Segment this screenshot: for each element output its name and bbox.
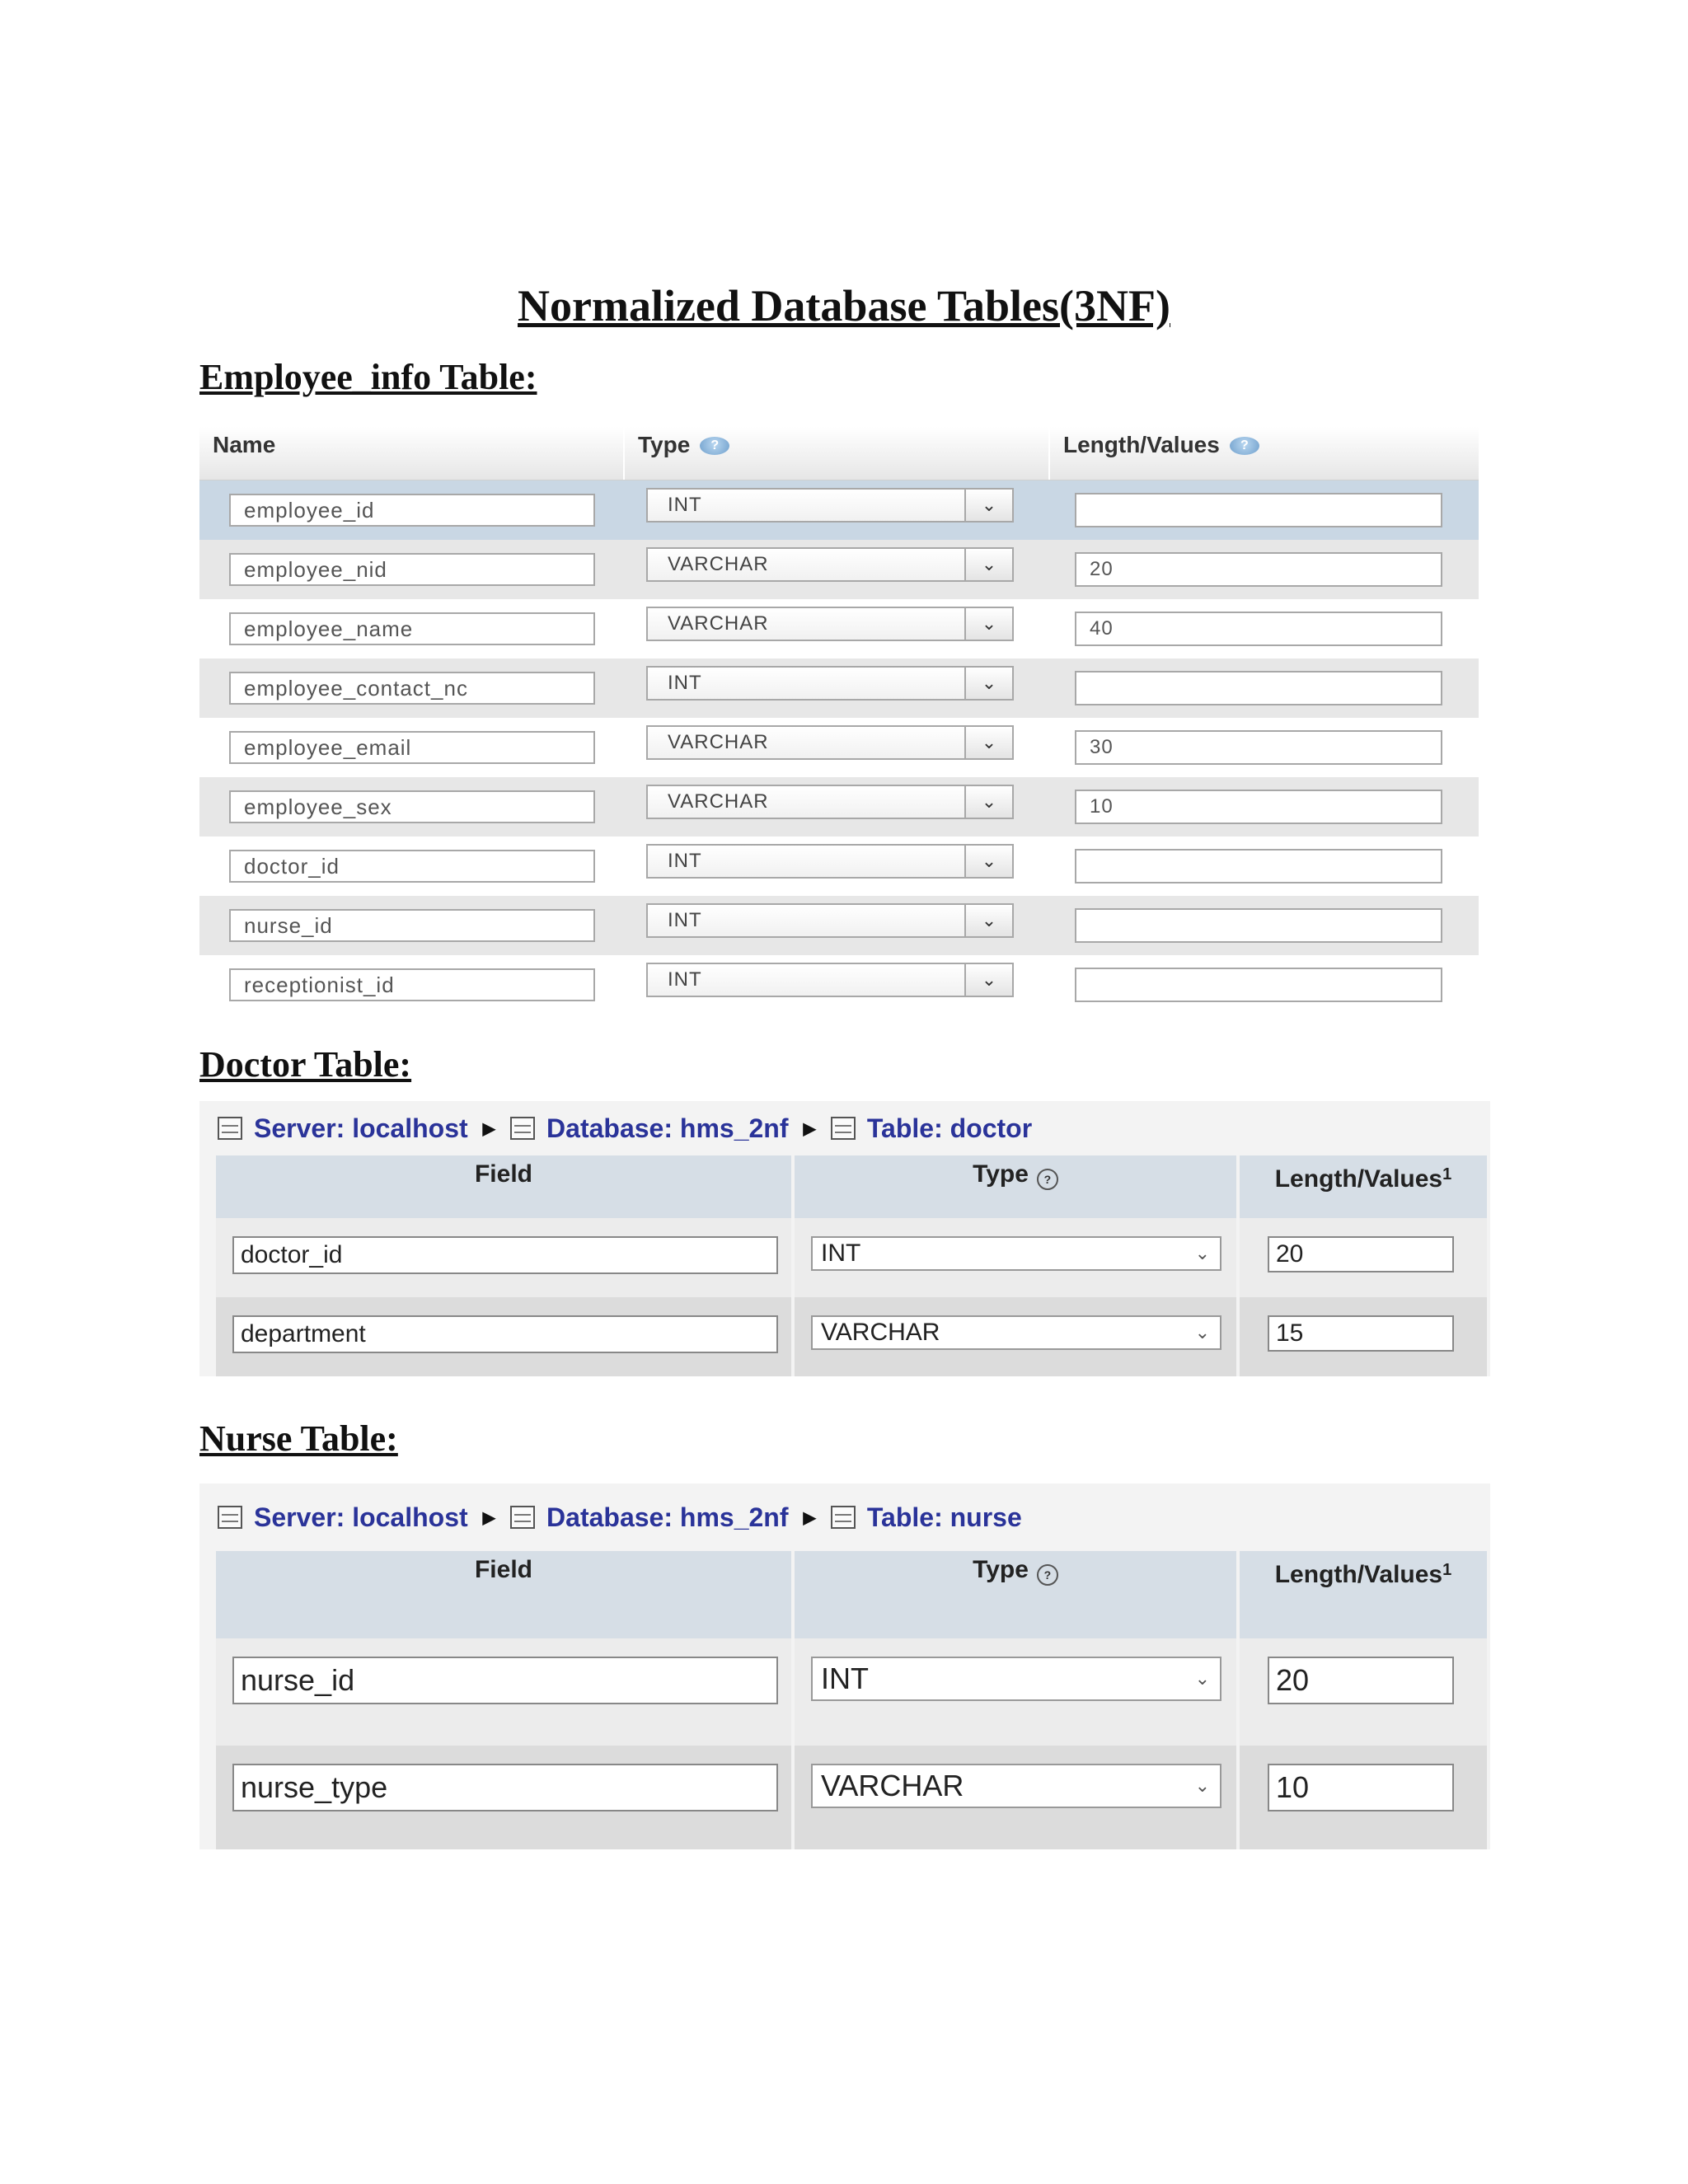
type-select-value: INT — [668, 850, 702, 872]
type-cell — [625, 612, 1050, 641]
type-select-value: VARCHAR — [668, 790, 769, 813]
doctor-table-header — [216, 1155, 1490, 1218]
breadcrumb-server[interactable]: Server: localhost — [254, 1113, 468, 1143]
field-cell — [216, 1297, 795, 1376]
chevron-down-icon: ⌄ — [1194, 1243, 1210, 1263]
type-select-value: VARCHAR — [668, 731, 769, 753]
breadcrumb-arrow-icon: ▶ — [482, 1508, 496, 1527]
type-cell — [625, 968, 1050, 997]
field-column-header — [216, 1551, 795, 1638]
length-column-header — [1050, 427, 1479, 480]
chevron-down-icon[interactable]: ⌄ — [964, 905, 1012, 936]
length-cell — [1240, 1746, 1490, 1849]
table-row — [199, 480, 1479, 540]
type-select[interactable] — [646, 666, 1014, 701]
chevron-down-icon[interactable]: ⌄ — [964, 846, 1012, 877]
length-cell — [1050, 790, 1479, 824]
chevron-down-icon: ⌄ — [1194, 1668, 1210, 1689]
table-row — [216, 1746, 1490, 1849]
field-header-label: Field — [474, 1160, 532, 1188]
field-name-input[interactable]: department — [232, 1315, 778, 1353]
help-icon[interactable]: ? — [700, 437, 729, 455]
type-select[interactable] — [646, 725, 1014, 760]
doctor-table — [199, 1101, 1490, 1376]
length-cell — [1240, 1218, 1490, 1297]
name-header-label: Name — [213, 432, 276, 457]
type-cell — [625, 909, 1050, 938]
footnote-marker: 1 — [1442, 1165, 1452, 1183]
column-name-input[interactable]: employee_name — [229, 612, 595, 645]
type-cell — [795, 1218, 1240, 1297]
breadcrumb-database[interactable]: Database: hms_2nf — [546, 1113, 789, 1143]
type-select-value: INT — [668, 968, 702, 991]
employee-table — [199, 427, 1479, 1015]
employee-section-heading: Employee_info Table: — [199, 357, 537, 397]
field-name-input[interactable]: nurse_id — [232, 1657, 778, 1704]
type-cell — [625, 790, 1050, 819]
name-cell — [199, 672, 625, 705]
length-input[interactable]: 15 — [1268, 1315, 1454, 1352]
length-cell — [1050, 849, 1479, 883]
field-cell — [216, 1638, 795, 1746]
name-cell — [199, 909, 625, 942]
table-row — [199, 955, 1479, 1015]
table-icon — [831, 1117, 856, 1140]
length-cell — [1050, 493, 1479, 527]
breadcrumb-table[interactable]: Table: nurse — [866, 1502, 1022, 1532]
column-name-input[interactable]: doctor_id — [229, 850, 595, 883]
length-header-label: Length/Values — [1063, 432, 1220, 457]
type-column-header — [795, 1551, 1240, 1638]
column-name-input[interactable]: employee_contact_nc — [229, 672, 595, 705]
column-name-input[interactable]: employee_id — [229, 494, 595, 527]
type-header-label: Type — [638, 432, 691, 457]
type-cell — [625, 731, 1050, 760]
length-cell — [1240, 1297, 1490, 1376]
length-input[interactable] — [1075, 968, 1442, 1002]
type-select-value: INT — [668, 909, 702, 931]
database-icon — [510, 1506, 535, 1529]
chevron-down-icon[interactable]: ⌄ — [964, 490, 1012, 521]
type-cell — [625, 850, 1050, 879]
name-cell — [199, 494, 625, 527]
type-select-value: VARCHAR — [668, 612, 769, 635]
type-cell — [795, 1638, 1240, 1746]
type-select[interactable] — [646, 607, 1014, 641]
breadcrumb-server[interactable]: Server: localhost — [254, 1502, 468, 1532]
column-name-input[interactable]: employee_nid — [229, 553, 595, 586]
length-input[interactable]: 40 — [1075, 612, 1442, 646]
doctor-section-heading: Doctor Table: — [199, 1044, 412, 1085]
type-select-value: INT — [821, 1661, 869, 1695]
page-title: Normalized Database Tables(3NF) — [518, 281, 1170, 330]
nurse-table — [199, 1483, 1490, 1849]
table-row — [199, 718, 1479, 777]
length-cell — [1240, 1638, 1490, 1746]
length-cell — [1050, 908, 1479, 943]
table-row — [199, 658, 1479, 718]
length-input[interactable]: 10 — [1268, 1764, 1454, 1811]
breadcrumb — [199, 1483, 1490, 1551]
type-select[interactable] — [811, 1657, 1221, 1701]
footnote-marker: 1 — [1442, 1561, 1452, 1579]
nurse-section-heading: Nurse Table: — [199, 1418, 398, 1459]
type-select-value: VARCHAR — [821, 1769, 964, 1802]
type-column-header — [795, 1155, 1240, 1218]
table-row — [216, 1218, 1490, 1297]
type-column-header — [625, 427, 1050, 480]
employee-table-header — [199, 427, 1479, 480]
type-header-label: Type — [973, 1556, 1029, 1583]
length-input[interactable]: 20 — [1268, 1657, 1454, 1704]
length-input[interactable]: 20 — [1268, 1236, 1454, 1272]
length-cell — [1050, 552, 1479, 587]
type-select[interactable] — [646, 844, 1014, 879]
length-header-label: Length/Values — [1274, 1561, 1443, 1588]
field-name-input[interactable]: doctor_id — [232, 1236, 778, 1274]
field-header-label: Field — [474, 1556, 532, 1583]
type-select-value: INT — [668, 494, 702, 516]
type-cell — [625, 672, 1050, 701]
nurse-table-body — [199, 1638, 1490, 1849]
breadcrumb-table[interactable]: Table: doctor — [866, 1113, 1033, 1143]
type-select[interactable] — [646, 785, 1014, 819]
length-cell — [1050, 671, 1479, 705]
breadcrumb-database[interactable]: Database: hms_2nf — [546, 1502, 789, 1532]
table-row — [199, 540, 1479, 599]
help-icon[interactable]: ? — [1230, 437, 1259, 455]
name-cell — [199, 553, 625, 586]
chevron-down-icon: ⌄ — [1194, 1322, 1210, 1343]
server-icon — [218, 1117, 242, 1140]
type-cell — [625, 494, 1050, 523]
chevron-down-icon[interactable]: ⌄ — [964, 786, 1012, 818]
chevron-down-icon[interactable]: ⌄ — [964, 668, 1012, 699]
column-name-input[interactable]: receptionist_id — [229, 968, 595, 1001]
name-cell — [199, 731, 625, 764]
type-header-label: Type — [973, 1160, 1029, 1188]
column-name-input[interactable]: employee_email — [229, 731, 595, 764]
server-icon — [218, 1506, 242, 1529]
name-cell — [199, 790, 625, 823]
name-cell — [199, 612, 625, 645]
length-input[interactable]: 10 — [1075, 790, 1442, 824]
name-cell — [199, 968, 625, 1001]
table-row — [199, 896, 1479, 955]
length-cell — [1050, 612, 1479, 646]
type-select-value: INT — [668, 672, 702, 694]
type-select[interactable] — [811, 1315, 1221, 1350]
name-cell — [199, 850, 625, 883]
table-row — [216, 1297, 1490, 1376]
type-select[interactable] — [646, 963, 1014, 997]
breadcrumb-arrow-icon: ▶ — [803, 1119, 816, 1138]
type-select[interactable] — [811, 1236, 1221, 1271]
type-select[interactable] — [646, 903, 1014, 938]
name-column-header — [199, 427, 625, 480]
help-icon[interactable]: ? — [1037, 1564, 1058, 1586]
length-input[interactable]: 20 — [1075, 552, 1442, 587]
help-icon[interactable]: ? — [1037, 1169, 1058, 1190]
length-column-header — [1240, 1155, 1490, 1218]
type-select[interactable] — [811, 1764, 1221, 1808]
field-cell — [216, 1218, 795, 1297]
type-select-value: INT — [821, 1240, 861, 1267]
column-name-input[interactable]: nurse_id — [229, 909, 595, 942]
length-cell — [1050, 968, 1479, 1002]
chevron-down-icon[interactable]: ⌄ — [964, 964, 1012, 996]
type-select-value: VARCHAR — [821, 1319, 940, 1346]
type-cell — [625, 553, 1050, 582]
chevron-down-icon[interactable]: ⌄ — [964, 727, 1012, 758]
field-name-input[interactable]: nurse_type — [232, 1764, 778, 1811]
breadcrumb-arrow-icon: ▶ — [482, 1119, 496, 1138]
type-cell — [795, 1297, 1240, 1376]
column-name-input[interactable]: employee_sex — [229, 790, 595, 823]
type-cell — [795, 1746, 1240, 1849]
type-select[interactable] — [646, 488, 1014, 523]
type-select-value: VARCHAR — [668, 553, 769, 575]
chevron-down-icon[interactable]: ⌄ — [964, 549, 1012, 580]
doctor-table-body — [199, 1218, 1490, 1376]
breadcrumb — [199, 1101, 1490, 1155]
length-header-label: Length/Values — [1274, 1165, 1443, 1193]
field-column-header — [216, 1155, 795, 1218]
length-cell — [1050, 730, 1479, 765]
length-input[interactable] — [1075, 908, 1442, 943]
employee-table-body — [199, 480, 1479, 1015]
length-input[interactable] — [1075, 849, 1442, 883]
nurse-table-header — [216, 1551, 1490, 1638]
chevron-down-icon: ⌄ — [1194, 1775, 1210, 1796]
length-input[interactable]: 30 — [1075, 730, 1442, 765]
table-row — [199, 837, 1479, 896]
breadcrumb-arrow-icon: ▶ — [803, 1508, 816, 1527]
length-column-header — [1240, 1551, 1490, 1638]
length-input[interactable] — [1075, 493, 1442, 527]
table-row — [216, 1638, 1490, 1746]
table-row — [199, 599, 1479, 658]
table-icon — [831, 1506, 856, 1529]
length-input[interactable] — [1075, 671, 1442, 705]
database-icon — [510, 1117, 535, 1140]
chevron-down-icon[interactable]: ⌄ — [964, 608, 1012, 640]
type-select[interactable] — [646, 547, 1014, 582]
table-row — [199, 777, 1479, 837]
field-cell — [216, 1746, 795, 1849]
